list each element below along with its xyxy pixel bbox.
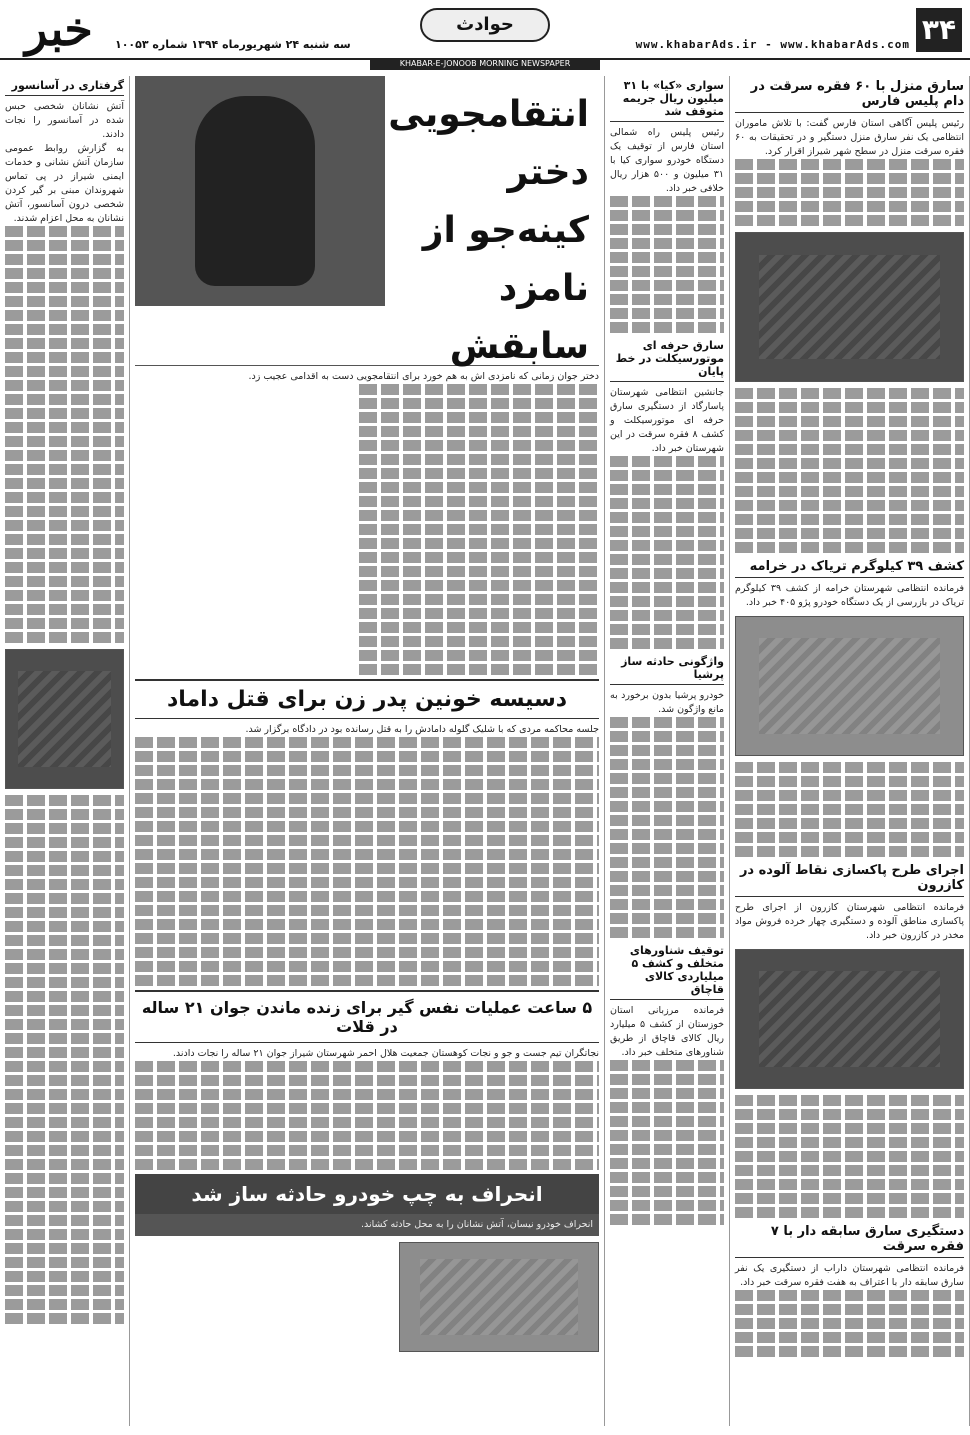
headline: سارق حرفه ای موتورسیکلت در خط پایان bbox=[610, 336, 724, 382]
text-block bbox=[610, 1060, 724, 1225]
text-block bbox=[610, 196, 724, 333]
text-block bbox=[735, 159, 964, 226]
text-block bbox=[5, 795, 124, 1324]
page-number: ۳۴ bbox=[916, 8, 962, 52]
text-block bbox=[135, 737, 599, 986]
text-block bbox=[610, 717, 724, 938]
headline: سارق منزل با ۶۰ فقره سرقت در دام پلیس فارس bbox=[735, 76, 964, 113]
article-photo bbox=[735, 949, 964, 1089]
lead-photo bbox=[135, 76, 385, 306]
headline: توقیف شناورهای متخلف و کشف ۵ میلیاردی کالای قاچاق bbox=[610, 941, 724, 1000]
headline: واژگونی حادثه ساز پرشیا bbox=[610, 652, 724, 685]
masthead-strip: KHABAR-E-JONOOB MORNING NEWSPAPER bbox=[370, 58, 600, 70]
article-text: خودرو پرشیا بدون برخورد به مانع واژگون شد. bbox=[610, 690, 724, 715]
headline: ۵ ساعت عملیات نفس گیر برای زنده ماندن جوان ۲۱ ساله در قلات bbox=[135, 990, 599, 1043]
section-title: حوادث bbox=[420, 8, 550, 42]
column-main bbox=[130, 76, 605, 1426]
text-block bbox=[359, 384, 599, 675]
text-block bbox=[135, 1061, 599, 1170]
text-block bbox=[610, 456, 724, 649]
headline: اجرای طرح پاکسازی نقاط آلوده در کازرون bbox=[735, 860, 964, 897]
article-text: فرمانده انتظامی شهرستان خرامه از کشف ۳۹ کیلوگرم تریاک در بازرسی از یک دستگاه خودرو پژو ۴۰۵ خبر داد. bbox=[735, 583, 964, 608]
article-text: به گزارش روابط عمومی سازمان آتش نشانی و خدمات ایمنی شیراز در پی تماس شهروندان مبنی بر گیر کردن شخصی درون آسانسور، آتش نشانان به محل اعزام شدند. bbox=[5, 143, 124, 224]
article-text: رئیس پلیس راه شمالی استان فارس از توقیف یک دستگاه خودرو سواری کیا با ۳۱ میلیون و ۵۰۰ هزار ریال خلافی خبر داد. bbox=[610, 127, 725, 194]
text-block bbox=[5, 226, 124, 643]
lead-headline: انتقامجویی دختر کینه‌جو از نامزد سابقش bbox=[388, 94, 589, 367]
headline: سواری «کیا» با ۳۱ میلیون ریال جریمه متوقف شد bbox=[610, 76, 724, 122]
article-text: فرمانده انتظامی شهرستان کازرون از اجرای طرح پاکسازی مناطق آلوده و دستگیری چهار خرده فروش مواد مخدر در کازرون خبر داد. bbox=[735, 902, 964, 941]
article-text: دختر جوان زمانی که نامزدی اش به هم خورد برای انتقامجویی دست به اقدامی عجیب زد. bbox=[248, 371, 599, 382]
text-block bbox=[735, 1095, 964, 1218]
article-text: فرمانده مرزبانی استان خوزستان از کشف ۵ میلیارد ریال کالای قاچاق از طریق شناورهای متخلف خبر داد. bbox=[610, 1005, 724, 1058]
accident-photo bbox=[399, 1242, 599, 1352]
headline: کشف ۳۹ کیلوگرم تریاک در خرامه bbox=[735, 556, 964, 578]
article-text: جلسه محاکمه مردی که با شلیک گلوله دامادش را به قتل رسانده بود در دادگاه برگزار شد. bbox=[245, 724, 599, 735]
text-block bbox=[735, 388, 964, 553]
article-text: جانشین انتظامی شهرستان پاسارگاد از دستگیری سارق حرفه ای موتورسیکلت و کشف ۸ فقره سرقت در این شهرستان خبر داد. bbox=[610, 387, 724, 454]
column-second bbox=[605, 76, 730, 1426]
issue-date: سه شنبه ۲۴ شهریورماه ۱۳۹۴ شماره ۱۰۰۵۳ bbox=[115, 38, 351, 51]
headline: دسیسه خونین پدر زن برای قتل داماد bbox=[135, 679, 599, 719]
column-right bbox=[730, 76, 970, 1426]
text-block bbox=[735, 762, 964, 857]
banner-text: انحراف خودرو نیسان، آتش نشانان را به محل حادثه کشاند. bbox=[135, 1214, 599, 1236]
newspaper-logo: خبر bbox=[25, 2, 93, 56]
masthead bbox=[0, 0, 970, 68]
article-photo bbox=[735, 232, 964, 382]
site-url[interactable]: www.khabarAds.ir - www.khabarAds.com bbox=[635, 38, 910, 51]
article-photo bbox=[5, 649, 124, 789]
article-text: آتش نشانان شخصی حبس شده در آسانسور را نجات دادند. bbox=[5, 101, 124, 140]
text-block bbox=[735, 1290, 964, 1357]
headline: دستگیری سارق سابقه دار با ۷ فقره سرقت bbox=[735, 1221, 964, 1258]
article-text: نجاتگران تیم جست و جو و نجات کوهستان جمعیت هلال احمر شهرستان شیراز جوان ۲۱ ساله را نجات دادند. bbox=[172, 1048, 599, 1059]
column-left bbox=[0, 76, 130, 1426]
article-text: رئیس پلیس آگاهی استان فارس گفت: با تلاش ماموران انتظامی یک نفر سارق منزل دستگیر و در تحقیقات به ۶۰ فقره سرقت منزل در سطح شهر شیراز اقرار کرد. bbox=[735, 118, 964, 157]
article-text: فرمانده انتظامی شهرستان داراب از دستگیری یک نفر سارق سابقه دار با اعتراف به هفت فقره سرقت خبر داد. bbox=[735, 1263, 964, 1288]
banner-headline: انحراف به چپ خودرو حادثه ساز شد bbox=[135, 1174, 599, 1214]
lead-story bbox=[135, 76, 599, 366]
article-photo bbox=[735, 616, 964, 756]
headline: گرفتاری در آسانسور bbox=[5, 76, 124, 96]
